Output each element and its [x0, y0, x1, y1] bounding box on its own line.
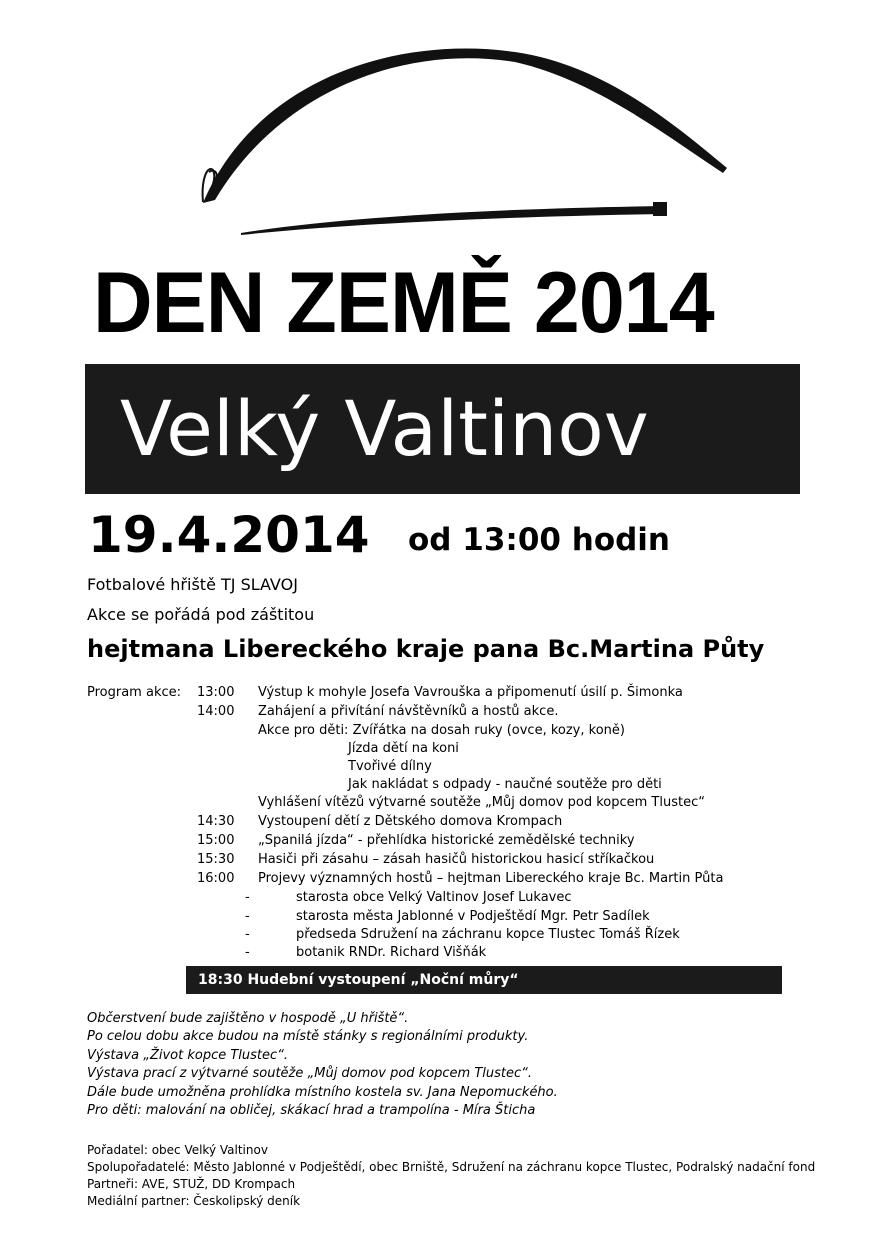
program-time: 16:00	[197, 871, 235, 886]
hill-brushstroke-logo	[195, 40, 735, 240]
guest-name: botanik RNDr. Richard Višňák	[296, 945, 487, 960]
program-time: 14:00	[197, 704, 235, 719]
guest-bullet: -	[245, 909, 250, 924]
program-text: Jízda dětí na koni	[348, 741, 459, 756]
program-text: Jak nakládat s odpady - naučné soutěže pro děti	[348, 777, 662, 792]
guest-bullet: -	[245, 927, 250, 942]
event-time: od 13:00 hodin	[408, 522, 671, 558]
venue: Fotbalové hřiště TJ SLAVOJ	[87, 575, 298, 594]
program-time: 15:30	[197, 852, 235, 867]
patron-intro: Akce se pořádá pod záštitou	[87, 605, 315, 624]
program-time: 13:00	[197, 685, 235, 700]
info-line: Výstava prací z výtvarné soutěže „Můj domov pod kopcem Tlustec“.	[87, 1066, 533, 1082]
concert-highlight-bar	[186, 966, 782, 994]
program-text: Tvořivé dílny	[348, 759, 432, 774]
info-line: Občerstvení bude zajištěno v hospodě „U hřiště“.	[87, 1011, 409, 1026]
organizer-line: Partneři: AVE, STUŽ, DD Krompach	[87, 1177, 296, 1191]
guest-bullet: -	[245, 945, 250, 960]
organizer-line: Spolupořadatelé: Město Jablonné v Podještědí, obec Brniště, Sdružení na záchranu kopce Tlustec, Podralský nadační fond	[87, 1160, 816, 1174]
organizer-line: Mediální partner: Českolipský deník	[87, 1194, 301, 1208]
guest-name: předseda Sdružení na záchranu kopce Tlustec Tomáš Řízek	[296, 927, 680, 942]
info-notes	[87, 1010, 558, 1120]
guest-name: starosta města Jablonné v Podještědí Mgr. Petr Sadílek	[296, 909, 650, 924]
program-text: Výstup k mohyle Josefa Vavrouška a připomenutí úsilí p. Šimonka	[258, 685, 683, 700]
program-text: Vyhlášení vítězů výtvarné soutěže „Můj domov pod kopcem Tlustec“	[258, 795, 705, 810]
info-line: Po celou dobu akce budou na místě stánky s regionálními produkty.	[87, 1029, 529, 1045]
guest-bullet: -	[245, 890, 250, 905]
concert-highlight-text: 18:30 Hudební vystoupení „Noční můry“	[198, 972, 519, 988]
organizer-line: Pořadatel: obec Velký Valtinov	[87, 1143, 268, 1157]
event-date: 19.4.2014	[88, 506, 370, 564]
info-line: Pro děti: malování na obličej, skákací hrad a trampolína - Míra Šticha	[87, 1103, 536, 1119]
program-text: Hasiči při zásahu – zásah hasičů historickou hasicí stříkačkou	[258, 852, 655, 867]
guest-name: starosta obce Velký Valtinov Josef Lukavec	[296, 890, 572, 905]
program-text: Projevy významných hostů – hejtman Libereckého kraje Bc. Martin Půta	[258, 871, 724, 886]
program-text: Zahájení a přivítání návštěvníků a hostů akce.	[258, 704, 559, 719]
organizers	[87, 1142, 815, 1210]
program-text: Vystoupení dětí z Dětského domova Krompach	[258, 814, 563, 829]
program-time: 15:00	[197, 833, 235, 848]
info-line: Dále bude umožněna prohlídka místního kostela sv. Jana Nepomuckého.	[87, 1084, 558, 1100]
place-name: Velký Valtinov	[120, 384, 649, 473]
info-line: Výstava „Život kopce Tlustec“.	[87, 1047, 289, 1063]
program-text: Akce pro děti: Zvířátka na dosah ruky (ovce, kozy, koně)	[258, 723, 625, 738]
event-title: DEN ZEMĚ 2014	[93, 255, 714, 351]
program-time: 14:30	[197, 814, 235, 829]
program-label: Program akce:	[87, 685, 182, 700]
program-text: „Spanilá jízda“ - přehlídka historické zemědělské techniky	[258, 833, 635, 848]
patron-name: hejtmana Libereckého kraje pana Bc.Martina Půty	[87, 635, 765, 663]
